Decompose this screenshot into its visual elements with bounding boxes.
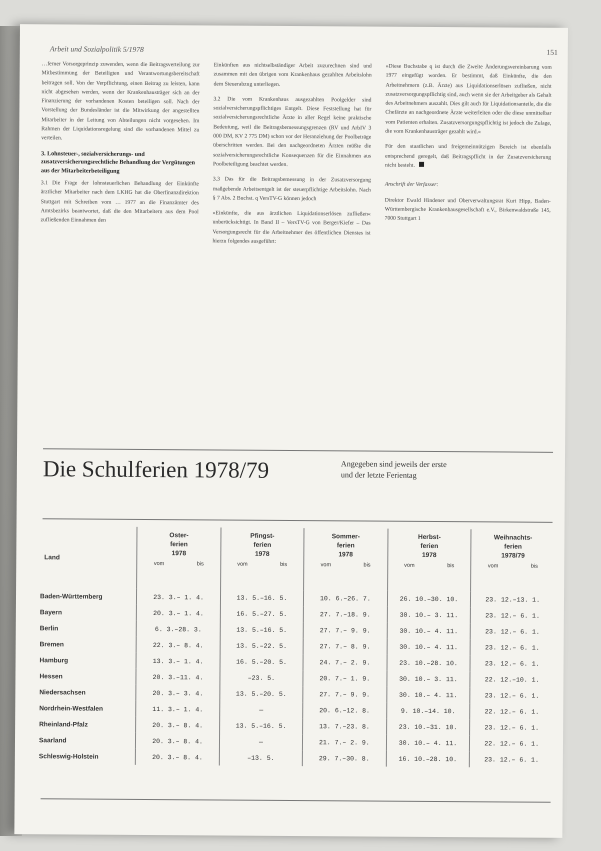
col2-paragraph-3: 3.3 Das für die Beitragsbemessung in der Zusatzversorgung maßgebende Arbeitsentgelt ist der steuerpflichtige Arbeitslohn. Nach § 7 Abs. 2 Buchst. q VersTV-G können jedoch: [212, 176, 371, 203]
col3-paragraph-1: »Diese Buchstabe q ist durch die Zweite Änderungsvereinbarung vom 1977 eingefügt worden. Er bestimmt, daß Einkünfte, die den Arbeitnehmern (z.B. Ärzte) aus Liquidationserlösen zufließen, nicht zusatzversorgungspflichtig sind, auch wenn sie der Arbeitgeber als Gehalt des Arbeitnehmers auszahlt. Dies gilt auch für Liquidationsanteile, die die Chefärzte an nachgeordnete Ärzte weiterleiten oder die diese unmittelbar vom Patienten erhalten. Zusatzversorgungspflichtig ist jedoch die Zulage, die vom Krankenhausträger gezahlt wird.«: [385, 63, 552, 136]
ferien-dates-cell: 26. 10.–30. 10.: [387, 591, 471, 608]
ferien-dates-cell: 22. 3.– 8. 4.: [136, 637, 220, 654]
column-year: 1978: [255, 550, 270, 558]
subtitle-line-1: Angegeben sind jeweils der erste: [340, 459, 447, 470]
ferien-dates-cell: 23. 12.– 6. 1.: [470, 687, 553, 704]
land-name: Rheinland-Pfalz: [39, 720, 88, 729]
land-name: Niedersachsen: [39, 688, 86, 697]
column-sub: ferien: [420, 542, 439, 551]
column-header: [387, 529, 471, 592]
land-name: Bayern: [39, 608, 62, 616]
ferien-dates-cell: 23. 12.– 6. 1.: [470, 655, 553, 672]
bis-label: bis: [280, 561, 288, 568]
section-heading-3: 3. Lohnsteuer-, sozialversicherungs- und zusatzversicherungsrechtliche Behandlung der Vergütungen aus der Mitarbeiterbeteiligung: [40, 150, 196, 175]
ferien-dates-cell: 21. 7.– 2. 9.: [303, 734, 387, 751]
ferien-dates-cell: 20. 3.– 8. 4.: [136, 717, 220, 734]
column-year: 1978: [171, 550, 187, 558]
column-year: 1978: [422, 551, 437, 560]
column-year: 1978/79: [501, 552, 525, 560]
land-name: Bremen: [39, 640, 64, 648]
vom-bis-row: [472, 562, 555, 572]
title-rule: [43, 518, 553, 523]
column-name: Herbst-: [417, 533, 441, 542]
land-name: Hamburg: [39, 656, 69, 664]
ferien-dates-cell: 23. 12.–13. 1.: [471, 591, 554, 608]
land-name: Saarland: [38, 736, 67, 744]
document-page: [14, 24, 568, 838]
ferien-dates-cell: 9. 10.–14. 10.: [386, 703, 470, 720]
ferien-dates-cell: 13. 5.–16. 5.: [220, 621, 304, 638]
ferien-dates-cell: 30. 10.– 4. 11.: [386, 735, 470, 752]
land-name: Hessen: [39, 672, 63, 680]
schulferien-title: Die Schulferien 1978/79: [42, 456, 270, 483]
ferien-dates-cell: —: [219, 733, 303, 750]
column-name: Pfingst-: [250, 532, 275, 540]
table-body: [39, 588, 554, 768]
schulferien-subtitle: [341, 458, 447, 481]
ferien-dates-cell: 23. 12.– 6. 1.: [470, 719, 553, 736]
schulferien-table: [39, 526, 555, 768]
ferien-dates-cell: 30. 10.– 4. 11.: [387, 623, 471, 640]
ferien-dates-cell: 27. 7.– 9. 9.: [303, 686, 387, 703]
ferien-dates-cell: 13. 5.–16. 5.: [219, 717, 303, 734]
vom-bis-row: [138, 560, 220, 570]
ferien-dates-cell: 23. 10.–28. 10.: [387, 655, 471, 672]
ferien-dates-cell: 20. 3.–11. 4.: [136, 669, 220, 686]
author-address-label: Anschrift der Verfasser:: [384, 181, 439, 189]
ferien-dates-cell: –13. 5.: [219, 749, 303, 766]
land-name: Berlin: [39, 624, 59, 632]
vom-bis-row: [221, 561, 303, 571]
ferien-dates-cell: 29. 7.–30. 8.: [303, 750, 387, 767]
vom-label: vom: [487, 563, 499, 570]
ferien-dates-cell: 20. 3.– 3. 4.: [136, 685, 220, 702]
ferien-dates-cell: 30. 10.– 4. 11.: [387, 639, 471, 656]
column-3: [385, 63, 552, 232]
bis-label: bis: [363, 562, 371, 569]
page-header: [50, 44, 558, 57]
col2-paragraph-1: Einkünften aus nichtselbständiger Arbeit zuzurechnen sind und zusammen mit den übrigen vom Krankenhaus gezahlten Arbeitslohn dem Steuerabzug unterliegen.: [213, 62, 372, 88]
vom-label: vom: [153, 561, 165, 568]
ferien-dates-cell: 13. 7.–23. 8.: [303, 718, 387, 735]
article-columns: [30, 60, 560, 245]
ferien-dates-cell: 27. 7.–18. 9.: [304, 606, 388, 623]
end-of-article-mark: [419, 162, 424, 167]
bis-label: bis: [196, 561, 204, 568]
ferien-dates-cell: 20. 7.– 1. 9.: [303, 670, 387, 687]
column-name: Sommer-: [331, 533, 360, 541]
ferien-dates-cell: 23. 12.– 6. 1.: [470, 751, 553, 768]
ferien-dates-cell: 24. 7.– 2. 9.: [303, 654, 387, 671]
column-year: 1978: [338, 551, 353, 559]
col3-paragraph-2-text: Für den staatlichen und freigemeinnützigen Bereich ist ebenfalls entsprechend geregelt, daß Beitragspflicht in der Zusatzversicherung nicht besteht.: [385, 144, 552, 169]
land-header: Land: [44, 553, 60, 561]
page-number: 151: [546, 47, 558, 57]
col2-paragraph-4: »Einkünfte, die aus ärztlichen Liquidationserlösen zufließen« unberücksichtigt. In Band II – VersTV-G von Berger/Kiefer – Das Versorgungsrecht für die Arbeitnehmer des öffentlichen Dienstes ist hierzu folgendes ausgeführt:: [212, 210, 371, 245]
vom-label: vom: [237, 561, 248, 568]
col1-paragraph-2: 3.1 Die Frage der lohnsteuerlichen Behandlung der Einkünfte ärztlicher Mitarbeiter nach dem LKHG hat die Oberfinanzdirektion Stuttgart mit Schreiben vom … 1977 an die Finanzämter des Amtsbezirks beantwortet, daß die den Mitarbeitern aus dem Pool zufließenden Einnahmen den: [40, 180, 199, 225]
col1-paragraph-1: …ferner Vorsorgeprinzip zuwenden, wenn die Beitragsverteilung zur Mitbestimmung der Beteiligten und Verantwortungsbereitschaft beitragen soll. Von der Verpflichtung, einen Beitrag zu leisten, kann nicht abgesehen werden, wenn der Krankenhausträger sich an der Finanzierung der vorhandenen Kosten beteiligen soll. Nach der Vorstellung der Bundesländer ist die Mitwirkung der angestellten Mitarbeiter in der Leitung von Abteilungen nicht vorgesehen. Im Rahmen der Liquidationsregelung sind die vorhandenen Mittel zu verteilen.: [41, 61, 200, 142]
ferien-dates-cell: 13. 5.–22. 5.: [220, 637, 304, 654]
column-header: [304, 528, 388, 591]
bis-label: bis: [530, 563, 538, 570]
vom-label: vom: [404, 562, 415, 569]
ferien-dates-cell: 23. 12.– 6. 1.: [471, 623, 554, 640]
ferien-dates-cell: 20. 3.– 1. 4.: [137, 605, 221, 622]
column-name: Weihnachts-: [493, 534, 533, 542]
ferien-dates-cell: 23. 12.– 6. 1.: [471, 607, 554, 624]
column-header: [220, 528, 304, 591]
ferien-dates-cell: 16. 5.–20. 5.: [220, 653, 304, 670]
ferien-dates-cell: 6. 3.–28. 3.: [137, 621, 221, 638]
ferien-dates-cell: 22. 12.– 6. 1.: [470, 735, 553, 752]
ferien-dates-cell: 22. 12.–10. 1.: [470, 671, 553, 688]
schulferien-heading: [42, 456, 553, 483]
land-name: Baden-Württemberg: [39, 592, 103, 601]
author-address: Direktor Ewald Hindener und Oberverwaltungsrat Kurt Hipp, Baden-Württembergische Krankenhausgesellschaft e.V., Birkenwaldstraße 145, 7000 Stuttgart 1: [384, 197, 551, 223]
ferien-dates-cell: 16. 5.–27. 5.: [220, 605, 304, 622]
vom-label: vom: [320, 562, 332, 569]
ferien-dates-cell: 30. 10.– 3. 11.: [387, 607, 471, 624]
ferien-dates-cell: 27. 7.– 9. 9.: [303, 622, 387, 639]
ferien-dates-cell: 22. 12.– 6. 1.: [470, 703, 553, 720]
vom-bis-row: [388, 562, 471, 572]
vom-bis-row: [304, 561, 386, 571]
ferien-dates-cell: 16. 10.–28. 10.: [386, 751, 470, 768]
column-header: [471, 529, 555, 592]
ferien-dates-cell: 23. 3.– 1. 4.: [137, 589, 221, 606]
col3-paragraph-2: [385, 143, 551, 172]
col2-paragraph-2: 3.2 Die vom Krankenhaus ausgezahlten Poolgelder sind sozialversicherungspflichtiges Entgelt. Diese Feststellung hat für sozialversicherungsrechtliche Ärzte in aller Regel keine praktische Bedeutung, weil die Beitragsbemessungsgrenzen (RV und ArbIV 3 000 DM, KV 2 775 DM) schon vor der Heranziehung der Poolbeträge überschritten werden. Bei den nachgeordneten Ärzten müßte die sozialversicherungsrechtliche Konsequenzen für die Einnahmen aus Poolbeteiligung beachtet werden.: [213, 96, 372, 168]
column-sub: ferien: [504, 543, 522, 551]
top-rule: [43, 448, 553, 453]
ferien-dates-cell: 23. 12.– 6. 1.: [470, 639, 553, 656]
ferien-dates-cell: 13. 5.–20. 5.: [220, 685, 304, 702]
column-2: [212, 61, 371, 253]
column-name: Oster-: [169, 532, 189, 540]
column-sub: ferien: [170, 541, 188, 549]
ferien-dates-cell: 10. 6.–26. 7.: [304, 590, 388, 607]
land-name: Schleswig-Holstein: [38, 752, 99, 761]
column-header: [137, 527, 221, 590]
ferien-dates-cell: 27. 7.– 8. 9.: [303, 638, 387, 655]
bis-label: bis: [447, 563, 455, 570]
ferien-dates-cell: 30. 10.– 3. 11.: [386, 671, 470, 688]
subtitle-line-2: und der letzte Ferientag: [340, 470, 417, 480]
column-1: [41, 60, 200, 233]
column-sub: ferien: [253, 541, 272, 549]
ferien-dates-cell: 13. 5.–16. 5.: [220, 589, 304, 606]
ferien-dates-cell: 11. 3.– 1. 4.: [136, 701, 220, 718]
running-title: Arbeit und Sozialpolitik 5/1978: [49, 44, 144, 54]
table-header-row: [40, 526, 554, 592]
land-name: Nordrhein-Westfalen: [39, 704, 104, 713]
column-sub: ferien: [336, 542, 355, 550]
ferien-dates-cell: 30. 10.– 4. 11.: [386, 687, 470, 704]
table-row: [39, 748, 553, 768]
ferien-dates-cell: —: [219, 701, 303, 718]
ferien-dates-cell: 20. 6.–12. 8.: [303, 702, 387, 719]
ferien-dates-cell: 20. 3.– 8. 4.: [136, 749, 220, 766]
bottom-rule: [41, 798, 551, 803]
ferien-dates-cell: –23. 5.: [220, 669, 304, 686]
ferien-dates-cell: 13. 3.– 1. 4.: [136, 653, 220, 670]
ferien-dates-cell: 23. 10.–31. 10.: [386, 719, 470, 736]
ferien-dates-cell: 20. 3.– 8. 4.: [136, 733, 220, 750]
